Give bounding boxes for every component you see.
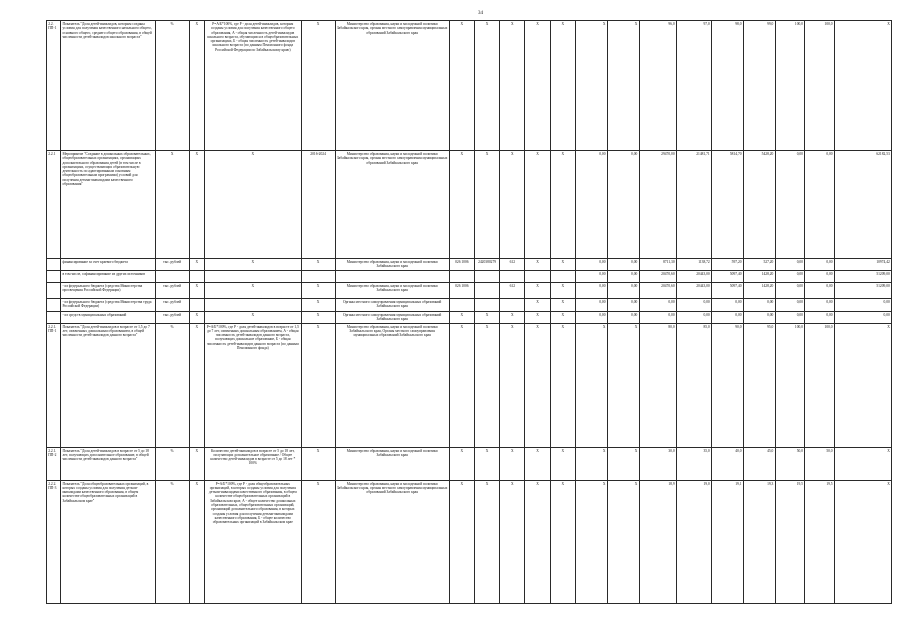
- row-value-2019: X: [575, 447, 607, 480]
- row-kbk-4: X: [525, 259, 550, 271]
- row-name: Мероприятие "Создание в дошкольных образовательных, общеобразовательных организациях, организациях дополнительного образования детей (в том числе в организациях, осуществляющих образовательную деятельность по адаптированным основным общеобразовательным программам) условий для получения детьми-инвалидами качественного образования": [61, 151, 155, 259]
- row-value-2023: 5097,40: [711, 271, 743, 283]
- row-formula: Р=А/Б*100%, где Р - доля детей-инвалидов, которым созданы условия для получения качественного общего образования, А - общая численность детей-инвалидов школьного возраста, обучающихся в общеобразовательных организациях, Б - общая численность детей-инвалидов школьного возраста (по данным Пенсионного фонда Российской Федерации по Забайкальскому краю): [205, 21, 302, 151]
- row-kbk-4: X: [525, 312, 550, 324]
- row-value-2021: 80,0: [639, 323, 676, 447]
- row-kbk-3: X: [500, 312, 525, 324]
- row-kbk-2: X: [474, 447, 499, 480]
- row-kbk-1: X: [449, 323, 474, 447]
- row-kbk-5: X: [550, 323, 575, 447]
- row-value-2026: 50,0: [805, 447, 835, 480]
- row-name: Показатель "Доля детей-инвалидов в возрасте от 5 до 18 лет, получающих дополнительное образование, в общей численности детей-инвалидов данного возраста": [61, 447, 155, 480]
- row-value-2025: 0,00: [775, 151, 805, 259]
- row-col4: X: [189, 259, 204, 271]
- row-value-2020: 0,00: [607, 151, 639, 259]
- row-kbk-5: X: [550, 283, 575, 299]
- table-row: [47, 299, 892, 312]
- row-value-2019: 0,00: [575, 283, 607, 299]
- row-kbk-4: X: [525, 447, 550, 480]
- row-formula: [205, 299, 302, 312]
- row-code: 2.2.1. ПП-1: [47, 323, 61, 447]
- row-period: X: [301, 299, 335, 312]
- row-value-2022: 20443,00: [676, 271, 711, 283]
- row-code: [47, 299, 61, 312]
- row-value-2024: 45,0: [743, 447, 775, 480]
- row-period: X: [301, 323, 335, 447]
- row-value-2021: 20470,60: [639, 271, 676, 283]
- row-unit: тыс. рублей: [155, 312, 189, 324]
- row-value-2021: 8711,30: [639, 259, 676, 271]
- row-name: Показатель "Доля детей-инвалидов в возрасте от 1,5 до 7 лет, охваченных дошкольным образованием, в общей численности детей-инвалидов данного возраста": [61, 323, 155, 447]
- row-formula: Р=А/Б*100%, где Р - доля общеобразовательных организаций, в которых созданы условия для получения детьми-инвалидами качественного образования, в общем количестве общеобразовательных организаций в Забайкальском крае, А - общее количество дошкольных образовательных, общеобразовательных организаций, организаций дополнительного образования, в которых созданы условия для получения детьми-инвалидами качественного образования, Б - общее количество образовательных организаций в Забайкальском крае: [205, 480, 302, 603]
- row-value-2020: 0,00: [607, 283, 639, 299]
- row-name: финансирование за счет краевого бюджета: [61, 259, 155, 271]
- row-col4: X: [189, 323, 204, 447]
- row-code: 2.2. ПП-1: [47, 21, 61, 151]
- row-unit: X: [155, 151, 189, 259]
- row-value-2023: 5097,40: [711, 283, 743, 299]
- row-value-2026: 100,0: [805, 21, 835, 151]
- table-row: [47, 21, 892, 151]
- row-kbk-2: X: [474, 312, 499, 324]
- row-value-2021: 18,9: [639, 480, 676, 603]
- table-row: [47, 447, 892, 480]
- row-value-2019: 0,00: [575, 299, 607, 312]
- row-formula: X: [205, 151, 302, 259]
- row-value-2025: 19,5: [775, 480, 805, 603]
- row-value-2023: 0,00: [711, 312, 743, 324]
- row-unit: %: [155, 21, 189, 151]
- row-period: X: [301, 21, 335, 151]
- row-value-2020: X: [607, 21, 639, 151]
- row-value-2026: 0,00: [805, 283, 835, 299]
- row-kbk-1: [449, 299, 474, 312]
- row-code: 2.2.2. ПП-3: [47, 480, 61, 603]
- row-value-2024: 0,00: [743, 312, 775, 324]
- row-value-2020: 0,00: [607, 259, 639, 271]
- row-value-2026: 0,00: [805, 299, 835, 312]
- row-period: X: [301, 283, 335, 299]
- row-executor: Министерство образования, науки и молодежной политики Забайкальского края: [335, 283, 449, 299]
- row-kbk-2: X: [474, 21, 499, 151]
- row-executor: Министерство образования, науки и молодежной политики Забайкальского края, органы местного самоуправления муниципальных образований Забайкальского края: [335, 151, 449, 259]
- row-value-2025: 100,0: [775, 21, 805, 151]
- row-kbk-4: [525, 271, 550, 283]
- row-total: X: [834, 480, 891, 603]
- row-value-2020: 0,00: [607, 312, 639, 324]
- row-value-2025: 50,0: [775, 447, 805, 480]
- row-col4: X: [189, 283, 204, 299]
- row-col4: X: [189, 21, 204, 151]
- row-col4: [189, 299, 204, 312]
- row-executor: Органы местного самоуправления муниципальных образований Забайкальского края: [335, 312, 449, 324]
- row-unit: %: [155, 447, 189, 480]
- row-value-2025: 0,00: [775, 299, 805, 312]
- row-value-2023: 597,20: [711, 259, 743, 271]
- row-value-2026: 0,00: [805, 259, 835, 271]
- row-executor: Органы местного самоуправления муниципальных образований Забайкальского края: [335, 299, 449, 312]
- row-total: 0,00: [834, 299, 891, 312]
- row-value-2023: 98,0: [711, 21, 743, 151]
- row-unit: %: [155, 480, 189, 603]
- row-value-2021: 20470,60: [639, 283, 676, 299]
- row-kbk-3: X: [500, 323, 525, 447]
- row-unit: тыс. рублей: [155, 299, 189, 312]
- row-period: X: [301, 259, 335, 271]
- row-code: 2.2.1: [47, 151, 61, 259]
- row-value-2021: 0,00: [639, 299, 676, 312]
- row-executor: Министерство образования, науки и молодежной политики Забайкальского края: [335, 447, 449, 480]
- row-kbk-3: X: [500, 480, 525, 603]
- row-kbk-2: [474, 271, 499, 283]
- row-period: 2016-2024: [301, 151, 335, 259]
- row-period: X: [301, 312, 335, 324]
- row-executor: Министерство образования, науки и молодежной политики Забайкальского края: [335, 259, 449, 271]
- row-formula: [205, 271, 302, 283]
- row-kbk-4: X: [525, 299, 550, 312]
- row-period: X: [301, 447, 335, 480]
- row-value-2024: 1428,20: [743, 271, 775, 283]
- row-col4: X: [189, 312, 204, 324]
- table-row: [47, 283, 892, 299]
- row-col4: X: [189, 447, 204, 480]
- row-col4: [189, 271, 204, 283]
- row-value-2022: 97,0: [676, 21, 711, 151]
- row-total: 51209,00: [834, 283, 891, 299]
- row-value-2019: X: [575, 323, 607, 447]
- row-kbk-1: 026 1006: [449, 259, 474, 271]
- row-formula: X: [205, 283, 302, 299]
- row-total: 10974,42: [834, 259, 891, 271]
- row-kbk-1: 026 1006: [449, 283, 474, 299]
- row-col4: X: [189, 151, 204, 259]
- row-value-2024: 0,00: [743, 299, 775, 312]
- row-kbk-4: X: [525, 323, 550, 447]
- row-value-2019: 0,00: [575, 259, 607, 271]
- row-kbk-2: [474, 283, 499, 299]
- row-col4: X: [189, 480, 204, 603]
- row-kbk-2: [474, 299, 499, 312]
- row-value-2024: 95,0: [743, 323, 775, 447]
- row-kbk-1: X: [449, 480, 474, 603]
- row-value-2024: 5428,20: [743, 151, 775, 259]
- row-kbk-2: 2420380279: [474, 259, 499, 271]
- row-formula: Количество детей-инвалидов в возрасте от 5 до 18 лет, получающих дополнительное образование / Общее количество детей-инвалидов в возрасте от 5 до 18 лет * 100%: [205, 447, 302, 480]
- row-value-2020: X: [607, 323, 639, 447]
- row-total: 0,00: [834, 312, 891, 324]
- row-kbk-3: [500, 299, 525, 312]
- row-kbk-5: X: [550, 299, 575, 312]
- row-value-2022: 20443,00: [676, 283, 711, 299]
- row-kbk-4: X: [525, 21, 550, 151]
- row-executor: Министерство образования, науки и молодежной политики Забайкальского края, Органы местного самоуправления муниципальных образований Забайкальского края: [335, 323, 449, 447]
- row-kbk-4: X: [525, 283, 550, 299]
- row-total: 51209,00: [834, 271, 891, 283]
- row-value-2024: 1428,20: [743, 283, 775, 299]
- row-code: [47, 271, 61, 283]
- row-executor: Министерство образования, науки и молодежной политики Забайкальского края, органы местного самоуправления муниципальных образований Забайкальского края: [335, 21, 449, 151]
- row-name: - из федерального бюджета (средства Министерства просвещения Российской Федерации): [61, 283, 155, 299]
- row-kbk-1: X: [449, 447, 474, 480]
- row-value-2020: 0,00: [607, 271, 639, 283]
- row-kbk-2: X: [474, 480, 499, 603]
- row-value-2024: 99,0: [743, 21, 775, 151]
- row-kbk-3: 612: [500, 259, 525, 271]
- page-number: 34: [478, 11, 483, 16]
- row-kbk-1: X: [449, 21, 474, 151]
- row-value-2025: 0,00: [775, 283, 805, 299]
- table-row: [47, 271, 892, 283]
- table-row: [47, 323, 892, 447]
- row-value-2026: 0,00: [805, 151, 835, 259]
- row-value-2023: 0,00: [711, 299, 743, 312]
- row-formula: X: [205, 259, 302, 271]
- row-code: 2.2.1. ПП-2: [47, 447, 61, 480]
- row-kbk-3: [500, 271, 525, 283]
- row-value-2022: 35,0: [676, 447, 711, 480]
- row-name: в том числе, софинансирование из других источников: [61, 271, 155, 283]
- row-value-2026: 0,00: [805, 271, 835, 283]
- row-value-2023: 90,0: [711, 323, 743, 447]
- row-value-2021: 0,00: [639, 312, 676, 324]
- row-kbk-2: X: [474, 151, 499, 259]
- row-kbk-5: X: [550, 259, 575, 271]
- row-kbk-3: 612: [500, 283, 525, 299]
- row-kbk-4: X: [525, 151, 550, 259]
- row-value-2022: 21481,71: [676, 151, 711, 259]
- row-value-2019: 0,00: [575, 151, 607, 259]
- row-kbk-3: X: [500, 21, 525, 151]
- row-kbk-5: X: [550, 312, 575, 324]
- row-value-2021: 29470,00: [639, 151, 676, 259]
- row-unit: %: [155, 323, 189, 447]
- row-name: Показатель "Доля общеобразовательных организаций, в которых созданы условия для получения детьми-инвалидами качественного образования, в общем количестве общеобразовательных организаций в Забайкальском крае": [61, 480, 155, 603]
- row-value-2021: 96,0: [639, 21, 676, 151]
- row-value-2025: 0,00: [775, 271, 805, 283]
- row-value-2025: 0,00: [775, 259, 805, 271]
- row-code: [47, 259, 61, 271]
- row-code: [47, 283, 61, 299]
- row-unit: тыс. рублей: [155, 259, 189, 271]
- row-executor: Министерство образования, науки и молодежной политики Забайкальского края, органы местного самоуправления муниципальных образований Забайкальского края: [335, 480, 449, 603]
- row-value-2019: 0,00: [575, 271, 607, 283]
- table-row: [47, 151, 892, 259]
- row-kbk-2: X: [474, 323, 499, 447]
- row-total: X: [834, 21, 891, 151]
- row-kbk-1: X: [449, 312, 474, 324]
- row-value-2023: 40,0: [711, 447, 743, 480]
- row-kbk-1: X: [449, 151, 474, 259]
- row-value-2022: 19,0: [676, 480, 711, 603]
- row-kbk-5: [550, 271, 575, 283]
- row-kbk-5: X: [550, 480, 575, 603]
- row-kbk-5: X: [550, 447, 575, 480]
- row-executor: [335, 271, 449, 283]
- row-value-2020: 0,00: [607, 299, 639, 312]
- row-value-2019: X: [575, 21, 607, 151]
- row-name: - из федерального бюджета (средства Министерства труда Российской Федерации): [61, 299, 155, 312]
- row-formula: Р=А/Б*100%, где Р - доля детей-инвалидов в возрасте от 1,5 до 7 лет, охваченных дошкольным образованием, А - общая численность детей-инвалидов данного возраста, получающих дошкольное образование, Б - общая численность детей-инвалидов данного возраста (по данным Пенсионного фонда): [205, 323, 302, 447]
- row-value-2023: 5814,70: [711, 151, 743, 259]
- row-kbk-4: X: [525, 480, 550, 603]
- row-value-2024: 527,20: [743, 259, 775, 271]
- row-kbk-1: [449, 271, 474, 283]
- program-table: [46, 20, 892, 604]
- row-value-2020: X: [607, 480, 639, 603]
- row-period: [301, 271, 335, 283]
- row-value-2025: 0,00: [775, 312, 805, 324]
- row-value-2022: 0,00: [676, 299, 711, 312]
- row-name: - из средств муниципальных образований: [61, 312, 155, 324]
- table-row: [47, 480, 892, 603]
- row-value-2020: X: [607, 447, 639, 480]
- row-value-2026: 19,5: [805, 480, 835, 603]
- row-code: [47, 312, 61, 324]
- row-unit: тыс. рублей: [155, 283, 189, 299]
- row-unit: [155, 271, 189, 283]
- row-value-2022: 1138,72: [676, 259, 711, 271]
- row-value-2022: 0,00: [676, 312, 711, 324]
- row-formula: X: [205, 312, 302, 324]
- row-value-2022: 85,0: [676, 323, 711, 447]
- row-kbk-5: X: [550, 151, 575, 259]
- row-value-2019: X: [575, 480, 607, 603]
- row-kbk-5: X: [550, 21, 575, 151]
- table-row: [47, 312, 892, 324]
- row-period: X: [301, 480, 335, 603]
- row-total: 62182,53: [834, 151, 891, 259]
- row-total: X: [834, 447, 891, 480]
- row-name: Показатель "Доля детей-инвалидов, которым созданы условия для получения качественного начального общего, основного общего, среднего общего образования, в общей численности детей-инвалидов школьного возраста": [61, 21, 155, 151]
- row-kbk-3: X: [500, 447, 525, 480]
- row-value-2026: 100,0: [805, 323, 835, 447]
- row-value-2026: 0,00: [805, 312, 835, 324]
- row-kbk-3: X: [500, 151, 525, 259]
- row-value-2019: 0,00: [575, 312, 607, 324]
- row-value-2023: 19,1: [711, 480, 743, 603]
- row-value-2021: 30,0: [639, 447, 676, 480]
- row-total: X: [834, 323, 891, 447]
- row-value-2024: 19,3: [743, 480, 775, 603]
- row-value-2025: 100,0: [775, 323, 805, 447]
- table-row: [47, 259, 892, 271]
